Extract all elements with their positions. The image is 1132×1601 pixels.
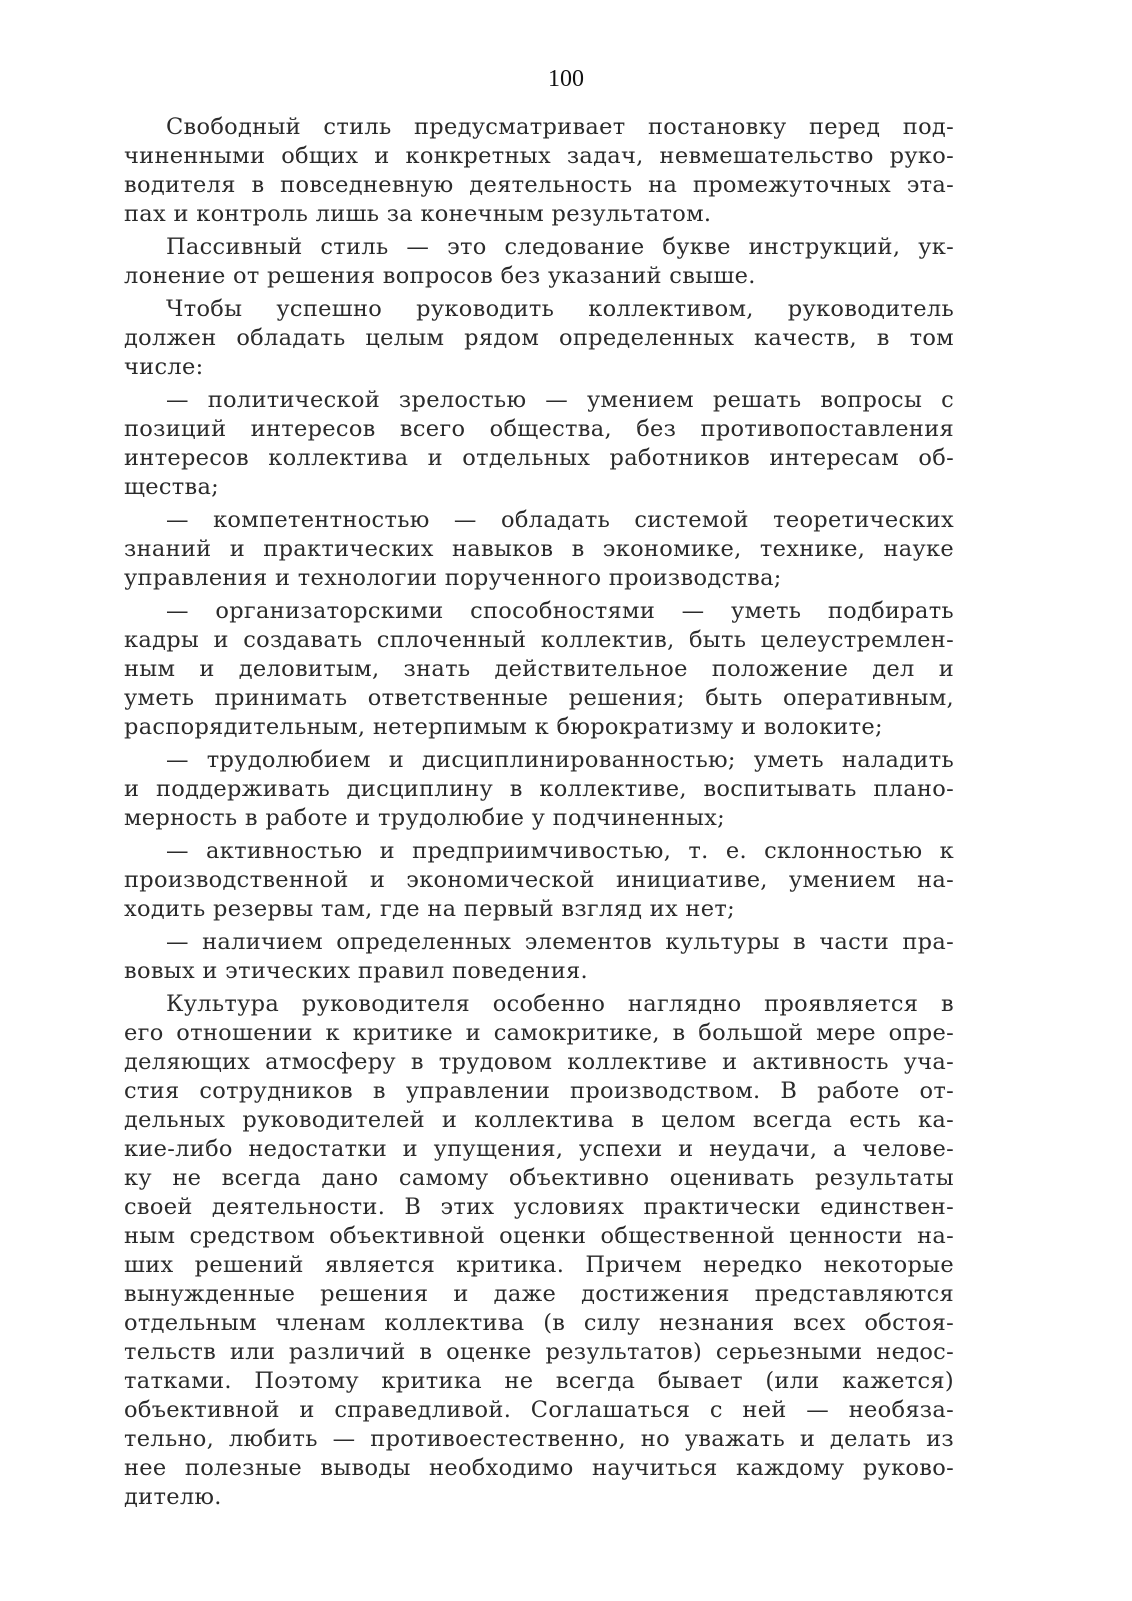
text-line: мерность в работе и трудолюбие у подчиненных; <box>124 805 726 831</box>
text-line: позиций интересов всего общества, без противопоставления <box>124 416 954 442</box>
text-line: тельств или различий в оценке результатов) серьезными недос- <box>124 1339 954 1365</box>
text-line: Чтобы успешно руководить коллективом, руководитель <box>166 296 954 322</box>
text-line: щества; <box>124 474 220 500</box>
text-line: его отношении к критике и самокритике, в большой мере опре- <box>124 1020 954 1046</box>
text-line: деляющих атмосферу в трудовом коллективе и активность уча- <box>124 1049 954 1075</box>
paragraph <box>124 597 954 742</box>
text-line: татками. Поэтому критика не всегда бывает (или кажется) <box>124 1368 954 1394</box>
text-line: интересов коллектива и отдельных работников интересам об- <box>124 445 954 471</box>
page-number: 100 <box>548 66 584 92</box>
paragraph <box>124 295 954 382</box>
text-line: объективной и справедливой. Соглашаться с ней — необяза- <box>124 1397 954 1423</box>
text-line: вовых и этических правил поведения. <box>124 958 588 984</box>
text-line: — трудолюбием и дисциплинированностью; уметь наладить <box>166 747 954 773</box>
text-line: должен обладать целым рядом определенных качеств, в том <box>124 325 954 351</box>
text-line: вынужденные решения и даже достижения представляются <box>124 1281 954 1307</box>
body-text <box>124 113 954 1512</box>
text-line: дельных руководителей и коллектива в целом всегда есть ка- <box>124 1107 954 1133</box>
text-line: кадры и создавать сплоченный коллектив, быть целеустремлен- <box>124 627 954 653</box>
text-line: лонение от решения вопросов без указаний свыше. <box>124 263 756 289</box>
paragraph <box>124 506 954 593</box>
text-line: — наличием определенных элементов культуры в части пра- <box>166 929 954 955</box>
text-line: тельно, любить — противоестественно, но уважать и делать из <box>124 1426 954 1452</box>
paragraph <box>124 837 954 924</box>
text-line: кие-либо недостатки и упущения, успехи и неудачи, а челове- <box>124 1136 954 1162</box>
text-line: пах и контроль лишь за конечным результатом. <box>124 201 712 227</box>
text-line: ходить резервы там, где на первый взгляд их нет; <box>124 896 735 922</box>
text-line: — компетентностью — обладать системой теоретических <box>166 507 954 533</box>
text-line: производственной и экономической инициативе, умением на- <box>124 867 954 893</box>
text-line: ку не всегда дано самому объективно оценивать результаты <box>124 1165 954 1191</box>
paragraph <box>124 113 954 229</box>
text-line: нее полезные выводы необходимо научиться каждому руково- <box>124 1455 954 1481</box>
paragraph <box>124 928 954 986</box>
text-line: ным средством объективной оценки общественной ценности на- <box>124 1223 954 1249</box>
text-line: распорядительным, нетерпимым к бюрократизму и волоките; <box>124 714 883 740</box>
text-line: Культура руководителя особенно наглядно проявляется в <box>166 991 954 1017</box>
text-line: чиненными общих и конкретных задач, невмешательство руко- <box>124 143 954 169</box>
paragraph <box>124 386 954 502</box>
text-line: управления и технологии порученного производства; <box>124 565 782 591</box>
text-line: ших решений является критика. Причем нередко некоторые <box>124 1252 954 1278</box>
text-line: — активностью и предприимчивостью, т. е. склонностью к <box>166 838 954 864</box>
paragraph <box>124 233 954 291</box>
paragraph <box>124 746 954 833</box>
text-line: знаний и практических навыков в экономике, технике, науке <box>124 536 954 562</box>
text-line: уметь принимать ответственные решения; быть оперативным, <box>124 685 954 711</box>
text-line: Пассивный стиль — это следование букве инструкций, ук- <box>166 234 954 260</box>
text-line: и поддерживать дисциплину в коллективе, воспитывать плано- <box>124 776 954 802</box>
text-line: ным и деловитым, знать действительное положение дел и <box>124 656 954 682</box>
text-line: отдельным членам коллектива (в силу незнания всех обстоя- <box>124 1310 954 1336</box>
text-line: — политической зрелостью — умением решать вопросы с <box>166 387 954 413</box>
text-line: — организаторскими способностями — уметь подбирать <box>166 598 954 624</box>
text-line: водителя в повседневную деятельность на промежуточных эта- <box>124 172 954 198</box>
text-line: своей деятельности. В этих условиях практически единствен- <box>124 1194 954 1220</box>
text-line: дителю. <box>124 1484 222 1510</box>
text-line: Свободный стиль предусматривает постановку перед под- <box>166 114 954 140</box>
paragraph <box>124 990 954 1512</box>
text-line: числе: <box>124 354 204 380</box>
text-line: стия сотрудников в управлении производством. В работе от- <box>124 1078 954 1104</box>
